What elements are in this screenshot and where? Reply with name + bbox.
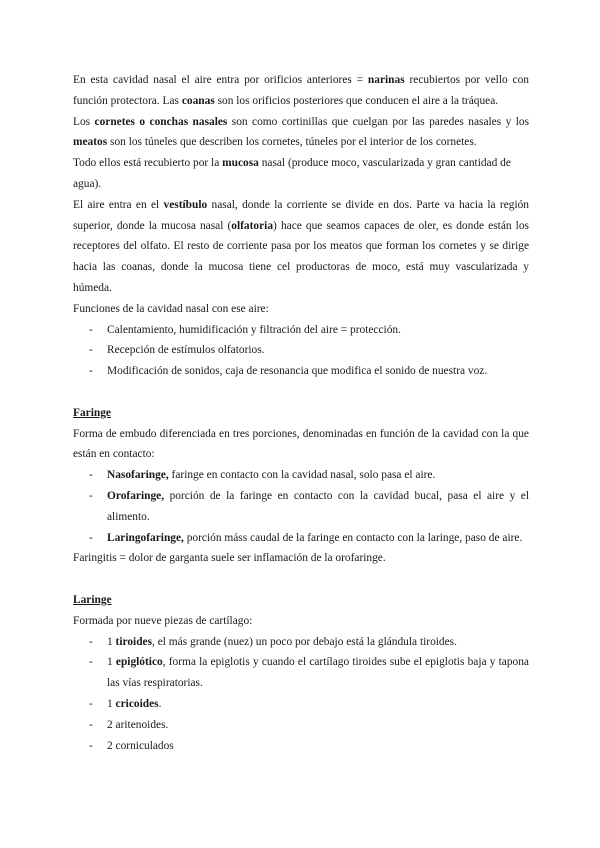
paragraph-mucosa: Todo ellos está recubierto por la mucosa nasal (produce moco, vascularizada y gran cantidad de agua). (73, 157, 511, 190)
list-item: - 2 aritenoides. (89, 718, 169, 731)
faringe-note: Faringitis = dolor de garganta suele ser inflamación de la orofaringe. (73, 552, 386, 565)
list-item: - Orofaringe, porción de la faringe en contacto con la cavidad bucal, pasa el aire y el alimento. (89, 489, 529, 523)
faringe-list (73, 465, 529, 548)
list-item: - Calentamiento, humidificación y filtración del aire = protección. (89, 323, 401, 336)
list-item: - Nasofaringe, faringe en contacto con la cavidad nasal, solo pasa el aire. (89, 469, 436, 482)
section-title-faringe: Faringe (73, 406, 111, 419)
laringe-list (73, 632, 529, 757)
list-item: - Laringofaringe, porción máss caudal de la faringe en contacto con la laringe, paso de aire. (89, 531, 523, 544)
list-item: - 1 epiglótico, forma la epiglotis y cuando el cartílago tiroides sube el epiglotis baja y tapona las vías respiratorias. (89, 656, 529, 690)
paragraph-cornetes: Los cornetes o conchas nasales son como cortinillas que cuelgan por las paredes nasales y los meatos son los túneles que describen los cornetes, túneles por el interior de los cornetes. (73, 115, 529, 149)
paragraph-vestibulo: El aire entra en el vestíbulo nasal, donde la corriente se divide en dos. Parte va hacia la región superior, donde la mucosa nasal (olfatoria) hace que seamos capaces de oler, es donde están los receptores del olfato. El resto de corriente pasa por los meatos que forman los cornetes y se dirige hacia las coanas, donde la mucosa tiene cel productoras de moco, está muy vascularizada y húmeda. (73, 198, 530, 294)
section-title-laringe: Laringe (73, 593, 112, 606)
document-body (73, 70, 529, 756)
list-item: - 1 cricoides. (89, 697, 162, 710)
functions-intro: Funciones de la cavidad nasal con ese aire: (73, 302, 269, 315)
list-item: - 2 corniculados (89, 739, 174, 752)
list-item: - Recepción de estímulos olfatorios. (89, 344, 265, 357)
functions-list (73, 320, 529, 382)
list-item: - Modificación de sonidos, caja de resonancia que modifica el sonido de nuestra voz. (89, 365, 488, 378)
laringe-intro: Formada por nueve piezas de cartílago: (73, 614, 253, 627)
paragraph-narinas: En esta cavidad nasal el aire entra por orificios anteriores = narinas recubiertos por vello con función protectora. Las coanas son los orificios posteriores que conducen el aire a la tráquea. (73, 74, 529, 107)
list-item: - 1 tiroides, el más grande (nuez) un poco por debajo está la glándula tiroides. (89, 635, 457, 648)
faringe-intro: Forma de embudo diferenciada en tres porciones, denominadas en función de la cavidad con la que están en contacto: (73, 427, 529, 461)
